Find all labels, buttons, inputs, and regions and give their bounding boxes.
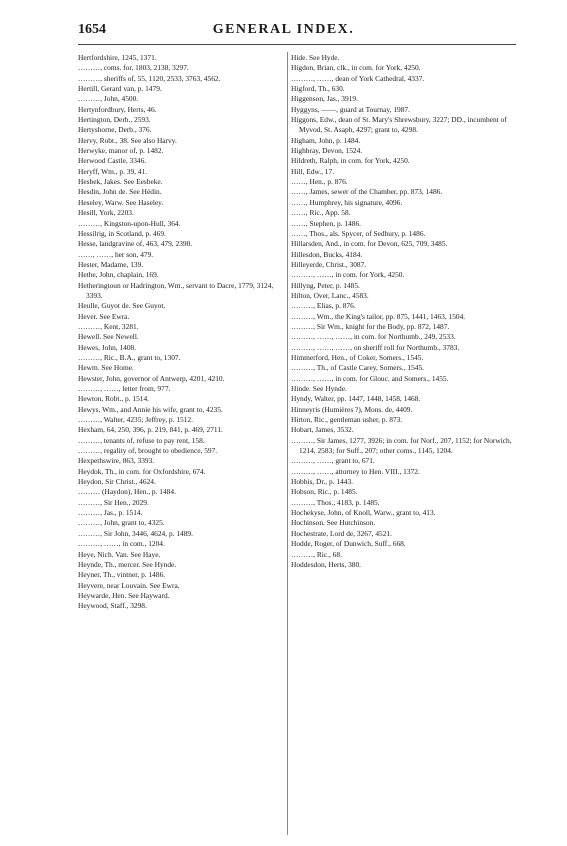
page-title: GENERAL INDEX.: [212, 22, 355, 37]
index-entry: Hilleyerde, Christ., 3087.: [291, 259, 367, 269]
index-entry: ………, John, grant to, 4325.: [78, 518, 165, 528]
index-entry: Heseley, Warw. See Haseley.: [78, 197, 164, 207]
index-entry: ………, Jas., p. 1514.: [78, 508, 143, 518]
index-entry: Hertynfordbury, Herts, 46.: [78, 104, 157, 114]
index-entry: Hobart, James, 3532.: [291, 425, 354, 435]
index-entry: Himmerford, Hen., of Coker, Somers., 1545.: [291, 352, 424, 362]
index-entry: Hinneyris (Humières ?), Mons. de, 4409.: [291, 404, 413, 414]
index-entry: Hoddesdon, Herts, 380.: [291, 559, 361, 569]
index-entry: Hinde. See Hynde.: [291, 384, 347, 393]
index-entry: Hertyshorne, Derb., 376.: [78, 125, 152, 135]
index-entry: Hochinson. See Hutchinson.: [291, 518, 376, 528]
index-entry: Hexpethswire, 863, 3393.: [78, 456, 155, 466]
index-entry: Hewton, Robt., p. 1514.: [78, 394, 150, 404]
index-entry: Hertfordshire, 1245, 1371.: [78, 53, 157, 62]
index-entry: ………, Sir Wm., knight for the Body, pp. 872, 1487.: [291, 321, 450, 331]
index-entry: Hilton, Over, Lanc., 4583.: [291, 290, 369, 300]
index-entry: ………, Ric., B.A., grant to, 1307.: [78, 352, 181, 362]
index-entry: Higford, Th., 630.: [291, 84, 345, 94]
index-entry: Hillyng, Peter, p. 1485.: [291, 280, 360, 290]
index-entry: Hervy, Robt., 38. See also Harvy.: [78, 135, 177, 145]
index-entry: ………, Wm., the King's tailor, pp. 875, 1441, 1463, 1504.: [291, 311, 466, 321]
index-entry: Hertill, Gerard van, p. 1479.: [78, 84, 162, 94]
index-entry: ………, ……, attorney to Hen. VIII., 1372.: [291, 466, 420, 476]
index-entry: Hide. See Hyde.: [291, 53, 340, 62]
index-entry: ………, ……, letter from, 977.: [78, 384, 171, 393]
index-entry: Hever. See Ewra.: [78, 311, 130, 321]
index-entry: Hethe, John, chaplain, 169.: [78, 270, 159, 280]
index-entry: ………, John, 4500.: [78, 94, 139, 104]
index-entry: ………, Ric., 68.: [291, 549, 342, 559]
index-column-left: [78, 53, 286, 612]
index-entry: ………, ……, grant to, 671.: [291, 456, 375, 466]
index-entry: ………, Elias, p. 876.: [291, 301, 356, 311]
index-entry: Hewes, John, 1408.: [78, 342, 137, 352]
index-entry: Heulle, Guyot de. See Guyot.: [78, 301, 166, 311]
index-entry: ……, Stephen, p. 1486.: [291, 218, 362, 228]
index-entry: ……, Thos., als. Spycer, of Sedbury, p. 1486.: [291, 228, 426, 238]
index-entry: ………, tenants of, refuse to pay rent, 158.: [78, 435, 205, 445]
index-entry: ………, ……, in com., 1204.: [78, 539, 165, 549]
index-entry: Hillarsden, And., in com. for Devon, 625, 709, 3485.: [291, 239, 448, 249]
index-entry: ………, Kent, 3281.: [78, 321, 139, 331]
index-entry: ………, Sir James, 1277, 3926; in com. for Norf., 207, 1152; for Norwich, 1214, 2583; for Suff., 207; other coms., 1145, 1204.: [291, 435, 512, 456]
page-number: 1654: [78, 22, 106, 37]
index-entry: ……, Humphrey, his signature, 4096.: [291, 197, 403, 207]
index-entry: ……, James, sewer of the Chamber, pp. 873, 1486.: [291, 187, 443, 197]
index-entry: Hobbis, Dr., p. 1443.: [291, 477, 354, 487]
index-entry: Hirton, Ric., gentleman usher, p. 873.: [291, 415, 403, 425]
index-entry: Hill, Edw., 17.: [291, 166, 335, 176]
index-entry: Heyvere, near Louvain. See Ewra.: [78, 580, 180, 590]
index-entry: Heydon, Sir Christ., 4624.: [78, 477, 156, 487]
index-entry: Hesse, landgravine of, 463, 479, 2390.: [78, 239, 193, 249]
index-entry: ……, ……, her son, 479.: [78, 249, 154, 259]
index-entry: ……… (Haydon), Hen., p. 1484.: [78, 487, 176, 497]
index-entry: Hewster, John, governor of Antwerp, 4201, 4210.: [78, 373, 225, 383]
index-entry: Hyggyns, ——, guard at Tournay, 1987.: [291, 104, 410, 114]
index-entry: Herwyke, manor of, p. 1482.: [78, 146, 164, 156]
index-entry: Hewm. See Home.: [78, 363, 134, 373]
index-entry: ………, ……, dean of York Cathedral, 4337.: [291, 73, 425, 83]
index-entry: Higdon, Brian, clk., in com. for York, 4250.: [291, 63, 421, 73]
index-entry: Heywarde, Hen. See Hayward.: [78, 590, 170, 600]
index-entry: Hillesdon, Bucks, 4184.: [291, 249, 363, 259]
index-entry: Hester, Madame, 139.: [78, 259, 144, 269]
index-entry: Hodde, Roger, of Dunwich, Suff., 668.: [291, 539, 406, 549]
index-entry: ……, Hen., p. 876.: [291, 177, 348, 187]
index-entry: ………, Walter, 4235; Jeffrey, p. 1512.: [78, 415, 193, 425]
index-entry: ………, ……, in com. for York, 4250.: [291, 270, 405, 280]
index-entry: Hesbek, Jakes. See Eesbeke.: [78, 177, 163, 187]
index-entry: ………, coms. for, 1803, 2138, 3297.: [78, 63, 189, 73]
index-column-right: [291, 53, 517, 570]
index-entry: ……, Ric., App. 58.: [291, 208, 351, 218]
index-entry: Hochestrate, Lord de, 3267, 4521.: [291, 528, 392, 538]
index-entry: ………, Sir Hen., 2029.: [78, 497, 149, 507]
index-entry: Hewys, Wm., and Annie his wife, grant to, 4235.: [78, 404, 223, 414]
index-entry: ………, sheriffs of, 55, 1120, 2533, 3763, 4562.: [78, 73, 221, 83]
index-entry: Hertington, Derb., 2593.: [78, 115, 151, 125]
index-entry: Heye, Nich. Van. See Haye.: [78, 549, 161, 559]
index-entry: Higgenson, Jas., 3919.: [291, 94, 358, 104]
index-entry: Heyner, Th., vintner, p. 1486.: [78, 570, 166, 580]
index-entry: Highbray, Devon, 1524.: [291, 146, 363, 156]
index-entry: Hesill, York, 2203.: [78, 208, 134, 218]
index-entry: Herwood Castle, 3346.: [78, 156, 147, 166]
index-entry: ………, ……, ……, in com. for Northumb., 249, 2533.: [291, 332, 456, 342]
index-entry: Heynde, Th., mercer. See Hynde.: [78, 559, 177, 569]
column-divider: [287, 52, 288, 835]
index-entry: Hessilrig, in Scotland, p. 469.: [78, 228, 166, 238]
index-entry: Heryff, Wm., p. 39, 41.: [78, 166, 148, 176]
index-entry: Hildreth, Ralph, in com. for York, 4250.: [291, 156, 410, 166]
index-entry: Higgons, Edw., dean of St. Mary's Shrewsbury, 3227; DD., incumbent of Myvod, St. Asaph, 4297; grant to, 4298.: [291, 115, 507, 135]
index-entry: Hewell. See Newell.: [78, 332, 139, 342]
index-entry: Hexham, 64, 250, 396, p. 219, 841, p. 469, 2711.: [78, 425, 223, 435]
index-entry: ………, Th., of Castle Carey, Somers., 1545.: [291, 363, 425, 373]
index-entry: Hyndy, Walter, pp. 1447, 1448, 1458, 1468.: [291, 394, 421, 404]
index-entry: Hesdin, John de. See Hédin.: [78, 187, 162, 197]
index-entry: ………, ……, in com. for Glouc. and Somers., 1455.: [291, 373, 449, 383]
index-entry: Higham, John, p. 1484.: [291, 135, 361, 145]
index-entry: Hetheringtoun or Hadrington, Wm., servant to Dacre, 1779, 3124, 3393.: [78, 280, 274, 300]
header-rule: [78, 44, 516, 45]
index-entry: ………, Kingston-upon-Hull, 364.: [78, 218, 181, 228]
index-entry: Heydok, Th., in com. for Oxfordshire, 674.: [78, 466, 206, 476]
index-entry: ………, regality of, brought to obedience, 597.: [78, 446, 218, 456]
index-entry: ………, Thos., 4183, p. 1485.: [291, 497, 380, 507]
index-entry: Hobson, Ric., p. 1485.: [291, 487, 358, 497]
index-entry: Heywood, Staff., 3298.: [78, 601, 147, 611]
index-entry: ………, Sir John, 3446, 4624, p. 1489.: [78, 528, 193, 538]
index-entry: Hochekyse, John, of Knoll, Warw., grant to, 413.: [291, 508, 436, 518]
index-entry: ………, ……, ……, on sheriff roll for Northumb., 3783.: [291, 342, 460, 352]
